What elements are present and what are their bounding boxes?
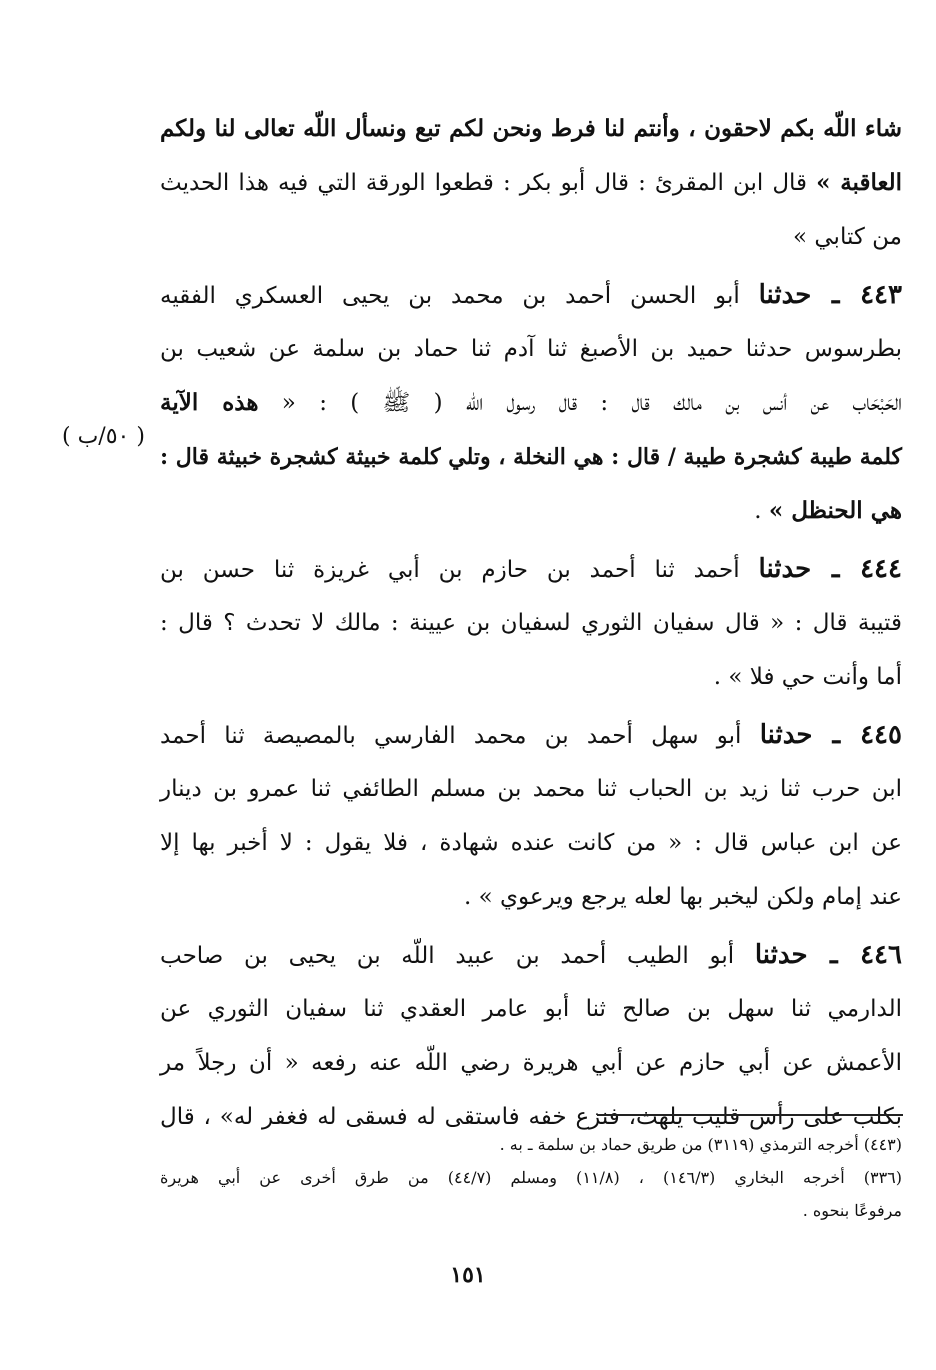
text-segment: العاقبة » [816, 169, 902, 196]
hadith-number: ٤٤٥ ـ حدثنا [759, 720, 902, 750]
text-line [160, 102, 902, 156]
text-segment: . [754, 498, 769, 524]
hadith-number: ٤٤٤ ـ حدثنا [758, 554, 902, 584]
footnote-separator [597, 1114, 903, 1116]
text-segment: أبو الحسن أحمد بن محمد بن يحيى العسكري الفقيه [160, 283, 759, 309]
footnote: (٣٣٦) أخرجه البخاري (١٤٦/٣) ، (١١/٨) ومسلم (٤٤/٧) من طرق أخرى عن أبي هريرة [160, 1168, 903, 1187]
text-segment: قتيبة قال : « قال سفيان الثوري لسفيان بن عيينة : مالك لا تحدث ؟ قال : [160, 610, 902, 636]
text-segment: ابن حرب ثنا زيد بن الحباب ثنا محمد بن مسلم الطائفي ثنا عمرو بن دينار [160, 776, 902, 802]
text-line [160, 762, 902, 816]
text-segment: هي الحنظل » [768, 497, 902, 524]
text-line [160, 268, 902, 322]
text-segment: الدارمي ثنا سهل بن صالح ثنا أبو عامر العقدي ثنا سفيان الثوري عن [160, 996, 902, 1022]
text-segment: من كتابي » [793, 224, 902, 250]
margin-note: ( ٥٠/ب ) [62, 424, 145, 449]
text-line [160, 650, 902, 704]
text-segment: كلمة طيبة كشجرة طيبة / قال : هي النخلة ، وتلي كلمة خبيثة كشجرة خبيثة قال : [160, 444, 902, 470]
text-line [160, 376, 902, 430]
text-line [160, 708, 902, 762]
text-segment: عند إمام ولكن ليخبر بها لعله يرجع ويرعوي » . [463, 884, 902, 910]
page-number: ١٥١ [450, 1262, 486, 1288]
text-line [160, 210, 902, 264]
text-line [160, 816, 902, 870]
text-segment: بكلب على رأس قليب يلهث، فنزع خفه فاستقى له فسقى له فغفر له» ، قال [160, 1104, 902, 1130]
text-segment: أبو سهل أحمد بن محمد الفارسي بالمصيصة ثنا أحمد [160, 723, 760, 749]
text-segment: الأعمش عن أبي حازم عن أبي هريرة رضي اللّه عنه رفعه « أن رجلاً مر [160, 1050, 902, 1076]
text-line [160, 484, 902, 538]
text-line [160, 928, 902, 982]
text-segment: هذه الآية [160, 389, 259, 416]
footnotes-block [160, 1128, 902, 1227]
footnote: مرفوعًا بنحوه . [802, 1201, 902, 1220]
main-text-block [160, 102, 902, 1144]
text-segment: أما وأنت حي فلا » . [713, 664, 902, 690]
text-line [160, 1036, 902, 1090]
text-segment: بطرسوس حدثنا حميد بن الأصبغ ثنا آدم ثنا حماد بن سلمة عن شعيب بن [160, 336, 902, 362]
text-line [160, 156, 902, 210]
text-line [160, 430, 902, 484]
text-segment: أحمد ثنا أحمد بن حازم بن أبي غريزة ثنا حسن بن [160, 557, 759, 583]
text-line [160, 982, 902, 1036]
hadith-number: ٤٤٦ ـ حدثنا [754, 940, 902, 970]
text-segment: عن ابن عباس قال : « من كانت عنده شهادة ، فلا يقول : لا أخبر بها إلا [160, 830, 902, 856]
text-segment: الحَبْحَاب عن أنس بن مالك قال : قال رسول اللّه ( ﷺ ) : « [258, 390, 903, 416]
footnote: (٤٤٣) أخرجه الترمذي (٣١١٩) من طريق حماد بن سلمة ـ به . [499, 1135, 902, 1154]
text-line [160, 870, 902, 924]
hadith-number: ٤٤٣ ـ حدثنا [758, 280, 902, 310]
text-segment: قال ابن المقرئ : قال أبو بكر : قطعوا الورقة التي فيه هذا الحديث [160, 170, 817, 196]
text-line [160, 596, 902, 650]
text-segment: أبو الطيب أحمد بن عبيد اللّه بن يحيى بن صاحب [160, 943, 755, 969]
text-line [160, 322, 902, 376]
text-segment: شاء اللّه بكم لاحقون ، وأنتم لنا فرط ونحن لكم تبع ونسأل اللّه تعالى لنا ولكم [160, 115, 902, 142]
text-line [160, 542, 902, 596]
